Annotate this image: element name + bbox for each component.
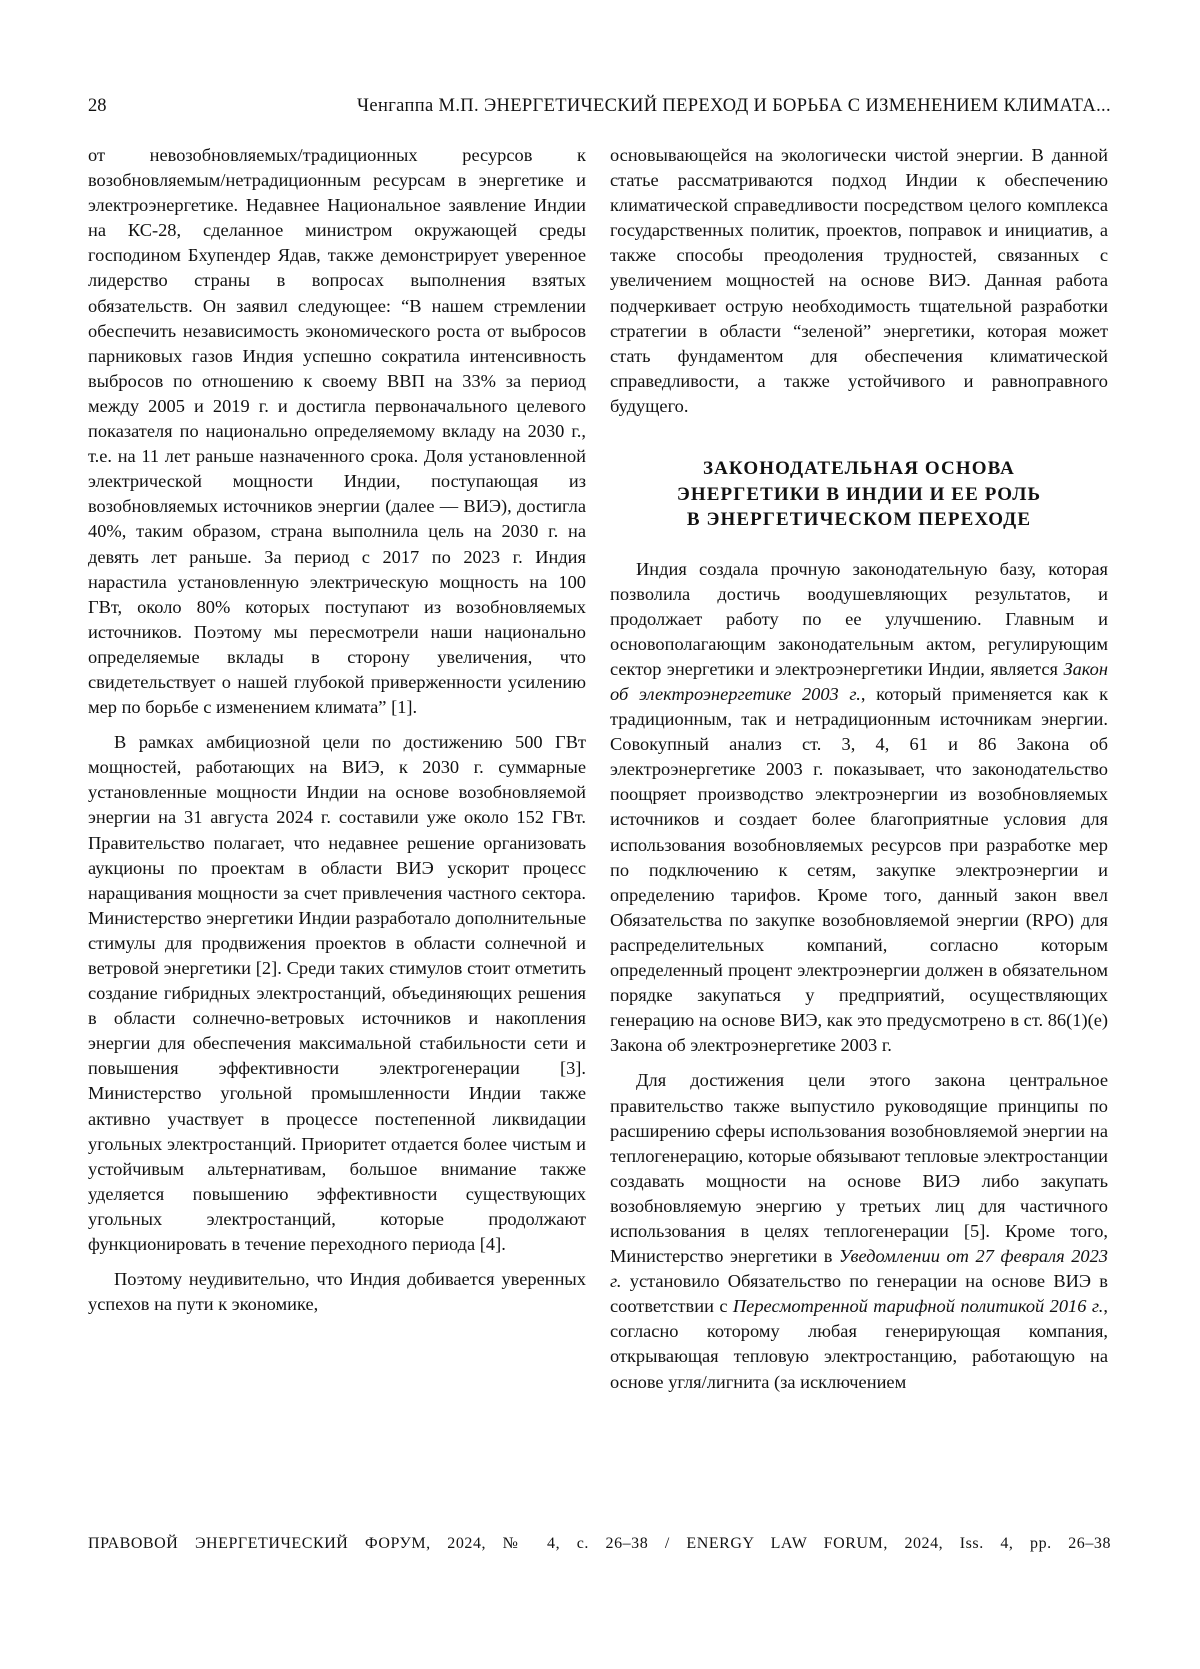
law-title: Закон об электроэнергетике 2003 г. (610, 658, 1108, 704)
text-run: , который применяется как к традиционным, так и нетрадиционным источникам энергии. Совокупный анализ ст. 3, 4, 61 и 86 Закона об электроэнергетике 2003 г. показывает, что законодательство поощряет производство электроэнергии из возобновляемых источников и создает более благоприятные условия для использования возобновляемых ресурсов при разработке мер по подключению к сетям, закупке электроэнергии и определению тарифов. Кроме того, данный закон ввел Обязательства по закупке возобновляемой энергии (RPO) для распределительных компаний, согласно которым определенный процент электроэнергии должен в обязательном порядке закупаться у предприятий, осуществляющих генерацию на основе ВИЭ, как это предусмотрено в ст. 86(1)(e) Закона об электроэнергетике 2003 г. (610, 684, 1108, 1056)
paragraph: от невозобновляемых/традиционных ресурсов к возобновляемым/нетрадиционным ресурсам в энергетике и электроэнергетике. Недавнее Национальное заявление Индии на КС-28, сделанное министром окружающей среды господином Бхупендер Ядав, также демонстрирует уверенное лидерство страны в вопросах выполнения взятых обязательств. Он заявил следующее: “В нашем стремлении обеспечить независимость экономического роста от выбросов парниковых газов Индия успешно сократила интенсивность выбросов по отношению к своему ВВП на 33% за период между 2005 и 2019 г. и достигла первоначального целевого показателя по национально определяемому вкладу на 2030 г., т.е. на 11 лет раньше назначенного срока. Доля установленной электрической мощности Индии, поступающая из возобновляемых источников энергии (далее — ВИЭ), достигла 40%, таким образом, страна выполнила цель на 2030 г. на девять лет раньше. За период с 2017 по 2023 г. Индия нарастила установленную электрическую мощность на 100 ГВт, около 80% которых поступают из возобновляемых источников. Поэтому мы пересмотрели наши национально определяемые вклады в сторону увеличения, что свидетельствует о нашей глубокой приверженности усилению мер по борьбе с изменением климата” [1]. (88, 145, 586, 718)
section-title (610, 456, 1108, 533)
page-number: 28 (88, 96, 107, 116)
policy-title: Пересмотренной тарифной политикой 2016 г. (732, 1296, 1104, 1317)
section-title-line: ЗАКОНОДАТЕЛЬНАЯ ОСНОВА (702, 458, 1016, 480)
paragraph (610, 557, 1108, 1059)
paragraph (610, 1068, 1108, 1394)
paragraph: Поэтому неудивительно, что Индия добивается уверенных успехов на пути к экономике, (88, 1269, 586, 1315)
section-title-line: ЭНЕРГЕТИКИ В ИНДИИ И ЕЕ РОЛЬ (676, 483, 1042, 505)
text-run: , согласно которому любая генерирующая компания, открывающая тепловую электростанцию, работающую на основе угля/лигнита (за исключением (610, 1296, 1108, 1392)
left-column (88, 143, 586, 1327)
paragraph: основывающейся на экологически чистой энергии. В данной статье рассматриваются подход Индии к обеспечению климатической справедливости посредством целого комплекса государственных политик, проектов, поправок и инициатив, а также способы преодоления трудностей, связанных с увеличением мощностей на основе ВИЭ. Данная работа подчеркивает острую необходимость тщательной разработки стратегии в области “зеленой” энергетики, которая может стать фундаментом для обеспечения климатической справедливости, а также устойчивого и равноправного будущего. (610, 145, 1108, 416)
page-header (88, 96, 1111, 122)
text-run: Индия создала прочную законодательную базу, которая позволила достичь воодушевляющих результатов, и продолжает работу по ее улучшению. Главным и основополагающим законодательным актом, регулирующим сектор энергетики и электроэнергетики Индии, является (610, 558, 1108, 679)
notification-title: Уведомлении от 27 февраля 2023 г. (610, 1246, 1109, 1292)
paragraph: В рамках амбициозной цели по достижению 500 ГВт мощностей, работающих на ВИЭ, к 2030 г. суммарные установленные мощности Индии на основе возобновляемой энергии на 31 августа 2024 г. составили уже около 152 ГВт. Правительство полагает, что недавнее решение организовать аукционы по проектам в области ВИЭ ускорит процесс наращивания мощности за счет привлечения частного сектора. Министерство энергетики Индии разработало дополнительные стимулы для продвижения проектов в области солнечной и ветровой энергетики [2]. Среди таких стимулов стоит отметить создание гибридных электростанций, объединяющих решения в области солнечно-ветровых источников и накопления энергии для обеспечения максимальной стабильности сети и повышения эффективности электрогенерации [3]. Министерство угольной промышленности Индии также активно участвует в процессе постепенной ликвидации угольных электростанций. Приоритет отдается более чистым и устойчивым альтернативам, большое внимание также уделяется повышению эффективности существующих угольных электростанций, которые продолжают функционировать в течение переходного периода [4]. (88, 732, 586, 1255)
text-run: Для достижения цели этого закона центральное правительство также выпустило руководящие принципы по расширению сферы использования возобновляемой энергии на теплогенерацию, которые обязывают тепловые электростанции создавать мощности на основе ВИЭ либо закупать возобновляемую энергию у третьих лиц для частичного использования в целях теплогенерации [5]. Кроме того, Министерство энергетики в (610, 1070, 1108, 1267)
running-title: Ченгаппа М.П. ЭНЕРГЕТИЧЕСКИЙ ПЕРЕХОД И БОРЬБА С ИЗМЕНЕНИЕМ КЛИМАТА... (357, 96, 1111, 116)
section-title-line: В ЭНЕРГЕТИЧЕСКОМ ПЕРЕХОДЕ (686, 509, 1032, 531)
right-column (610, 143, 1108, 1405)
page-footer: ПРАВОВОЙ ЭНЕРГЕТИЧЕСКИЙ ФОРУМ, 2024, № 4, с. 26–38 / ENERGY LAW FORUM, 2024, Iss. 4, pp. 26–38 (88, 1535, 1111, 1552)
text-run: установило Обязательство по генерации на основе ВИЭ в соответствии с (610, 1271, 1108, 1317)
